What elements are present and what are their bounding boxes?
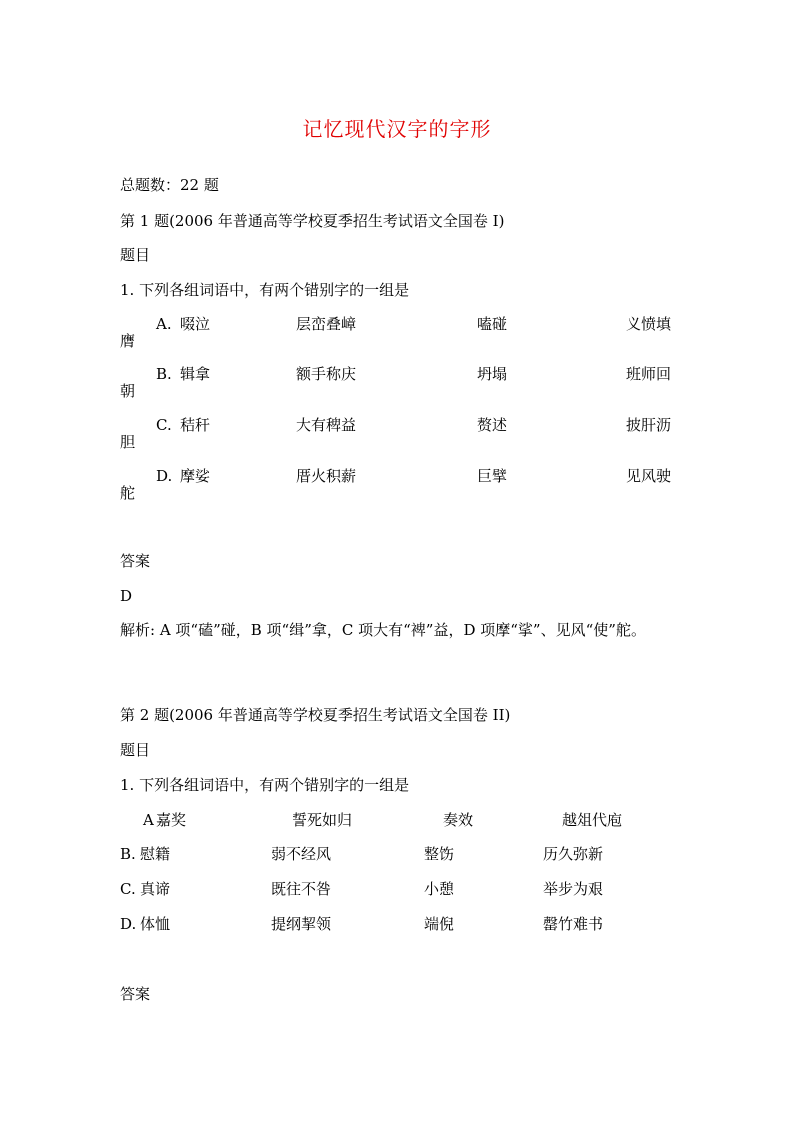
document-title: 记忆现代汉字的字形 bbox=[302, 117, 492, 141]
option-word: 见风驶 bbox=[626, 467, 672, 485]
option-word: 坍塌 bbox=[477, 365, 508, 383]
option-word-wrap: 舵 bbox=[120, 484, 136, 502]
option-word: 举步为艰 bbox=[543, 880, 604, 898]
option-word: 嗑碰 bbox=[477, 315, 508, 333]
option-word: 班师回 bbox=[626, 365, 672, 383]
option-letter: C. bbox=[120, 880, 136, 898]
option-letter: A. bbox=[156, 315, 172, 333]
option-letter: C. bbox=[156, 416, 172, 434]
q1-section-label: 题目 bbox=[120, 246, 151, 264]
q2-prompt: 1. 下列各组词语中，有两个错别字的一组是 bbox=[120, 776, 410, 794]
option-word-wrap: 朝 bbox=[120, 382, 136, 400]
q1-header: 第 1 题(2006 年普通高等学校夏季招生考试语文全国卷 I) bbox=[120, 212, 505, 230]
option-word: 层峦叠嶂 bbox=[296, 315, 357, 333]
option-word: 披肝沥 bbox=[626, 416, 672, 434]
option-word: 越俎代庖 bbox=[562, 811, 623, 829]
option-word: 慰籍 bbox=[140, 845, 171, 863]
option-word: 啜泣 bbox=[180, 315, 211, 333]
option-word: 义愤填 bbox=[626, 315, 672, 333]
option-word-wrap: 胆 bbox=[120, 433, 136, 451]
option-word: 端倪 bbox=[424, 915, 455, 933]
option-word-wrap: 膺 bbox=[120, 332, 136, 350]
option-letter: B. bbox=[156, 365, 172, 383]
q1-answer: D bbox=[120, 587, 133, 605]
option-word: 秸秆 bbox=[180, 416, 211, 434]
option-word: 辑拿 bbox=[180, 365, 211, 383]
option-word: 巨擘 bbox=[477, 467, 508, 485]
option-word: 摩娑 bbox=[180, 467, 211, 485]
option-letter: B. bbox=[120, 845, 136, 863]
option-word: 真谛 bbox=[140, 880, 171, 898]
q1-prompt: 1. 下列各组词语中，有两个错别字的一组是 bbox=[120, 281, 410, 299]
total-count: 总题数：22 题 bbox=[120, 176, 219, 194]
option-word: 奏效 bbox=[443, 811, 474, 829]
q1-analysis: 解析: A 项“磕”碰，B 项“缉”拿，C 项大有“裨”益，D 项摩“挲”、见风“使”舵。 bbox=[120, 621, 646, 639]
option-word: 嘉奖 bbox=[156, 811, 187, 829]
option-word: 既往不咎 bbox=[271, 880, 332, 898]
q2-header: 第 2 题(2006 年普通高等学校夏季招生考试语文全国卷 II) bbox=[120, 706, 511, 724]
option-letter: D. bbox=[156, 467, 173, 485]
option-word: 历久弥新 bbox=[543, 845, 604, 863]
option-letter: D. bbox=[120, 915, 137, 933]
option-word: 罄竹难书 bbox=[543, 915, 604, 933]
option-word: 誓死如归 bbox=[292, 811, 353, 829]
option-word: 额手称庆 bbox=[296, 365, 357, 383]
q1-answer-label: 答案 bbox=[120, 552, 151, 570]
option-word: 厝火积薪 bbox=[296, 467, 357, 485]
option-word: 赘述 bbox=[477, 416, 508, 434]
option-word: 提纲挈领 bbox=[271, 915, 332, 933]
option-word: 大有稗益 bbox=[296, 416, 357, 434]
option-word: 整饬 bbox=[424, 845, 455, 863]
q2-section-label: 题目 bbox=[120, 741, 151, 759]
option-word: 体恤 bbox=[140, 915, 171, 933]
option-word: 弱不经风 bbox=[271, 845, 332, 863]
option-letter: A bbox=[143, 811, 154, 829]
q2-answer-label: 答案 bbox=[120, 985, 151, 1003]
option-word: 小憩 bbox=[424, 880, 455, 898]
